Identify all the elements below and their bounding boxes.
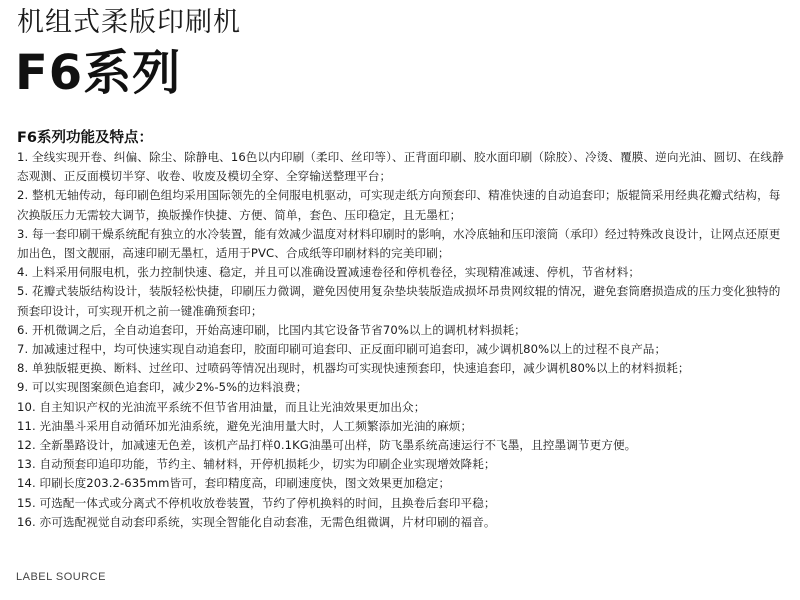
feature-item: 11. 光油墨斗采用自动循环加光油系统，避免光油用量大时，人工频繁添加光油的麻烦； [17,418,473,433]
feature-item: 16. 亦可选配视觉自动套印系统，实现全智能化自动套准，无需色组微调，片材印刷的福音。 [17,514,496,529]
feature-item: 8. 单独版辊更换、断料、过丝印、过喷码等情况出现时，机器均可实现快速预套印，快速追套印，减少调机80%以上的材料损耗； [17,361,690,376]
feature-item: 7. 加减速过程中，均可快速实现自动追套印，胶面印刷可追套印、正反面印刷可追套印，减少调机80%以上的过程不良产品； [17,342,667,357]
feature-item: 6. 开机微调之后，全自动追套印，开始高速印刷，比国内其它设备节省70%以上的调机材料损耗； [17,322,526,337]
feature-item: 4. 上料采用伺服电机，张力控制快速、稳定，并且可以准确设置减速卷径和停机卷径，实现精准减速、停机，节省材料； [17,265,641,280]
feature-item: 9. 可以实现图案颜色追套印，减少2%-5%的边料浪费； [17,380,308,395]
features-heading: F6系列功能及特点： [17,130,153,146]
footer-source-label: LABEL SOURCE [16,571,106,583]
feature-item: 14. 印刷长度203.2-635mm皆可，套印精度高，印刷速度快，图文效果更加稳定； [17,476,451,491]
feature-item: 5. 花瓣式装版结构设计，装版轻松快捷，印刷压力微调，避免因使用复杂垫块装版造成损坏昂贵网纹辊的情况，避免套筒磨损造成的压力变化独特的预套印设计，可实现开机之前一键准确预套印； [17,284,781,318]
feature-item: 10. 自主知识产权的光油流平系统不但节省用油量，而且让光油效果更加出众； [17,399,426,414]
feature-item: 1. 全线实现开卷、纠偏、除尘、除静电、16色以内印刷（柔印、丝印等）、正背面印刷、胶水面印刷（除胶）、冷烫、覆膜、逆向光油、圆切、在线静态观测、正反面模切半穿、收卷、收废及模切全穿、全穿输送整理平台； [17,150,784,184]
feature-item: 15. 可选配一体式或分离式不停机收放卷装置，节约了停机换料的时间，且换卷后套印平稳； [17,495,496,510]
feature-item: 12. 全新墨路设计，加减速无色差，该机产品打样0.1KG油墨可出样，防飞墨系统高速运行不飞墨，且控墨调节更方便。 [17,438,637,453]
product-subtitle: 机组式柔版印刷机 [17,7,241,38]
feature-item: 3. 每一套印刷干燥系统配有独立的水冷装置，能有效减少温度对材料印刷时的影响，水冷底轴和压印滚筒（承印）经过特殊改良设计，让网点还原更加出色，图文靓丽，高速印刷无墨杠，适用于PVC、合成纸等印刷材料的完美印刷； [17,226,781,261]
features-list [17,148,787,532]
feature-item: 13. 自动预套印追印功能，节约主、辅材料，开停机损耗少，切实为印刷企业实现增效降耗； [17,457,496,472]
feature-item: 2. 整机无轴传动，每印刷色组均采用国际领先的全伺服电机驱动，可实现走纸方向预套印、精准快速的自动追套印；版辊筒采用经典花瓣式结构，每次换版压力无需较大调节，换版操作快捷、方便、简单，套色、压印稳定，且无墨杠； [17,188,781,222]
product-title: F6系列 [15,45,182,101]
features-section [17,128,787,532]
